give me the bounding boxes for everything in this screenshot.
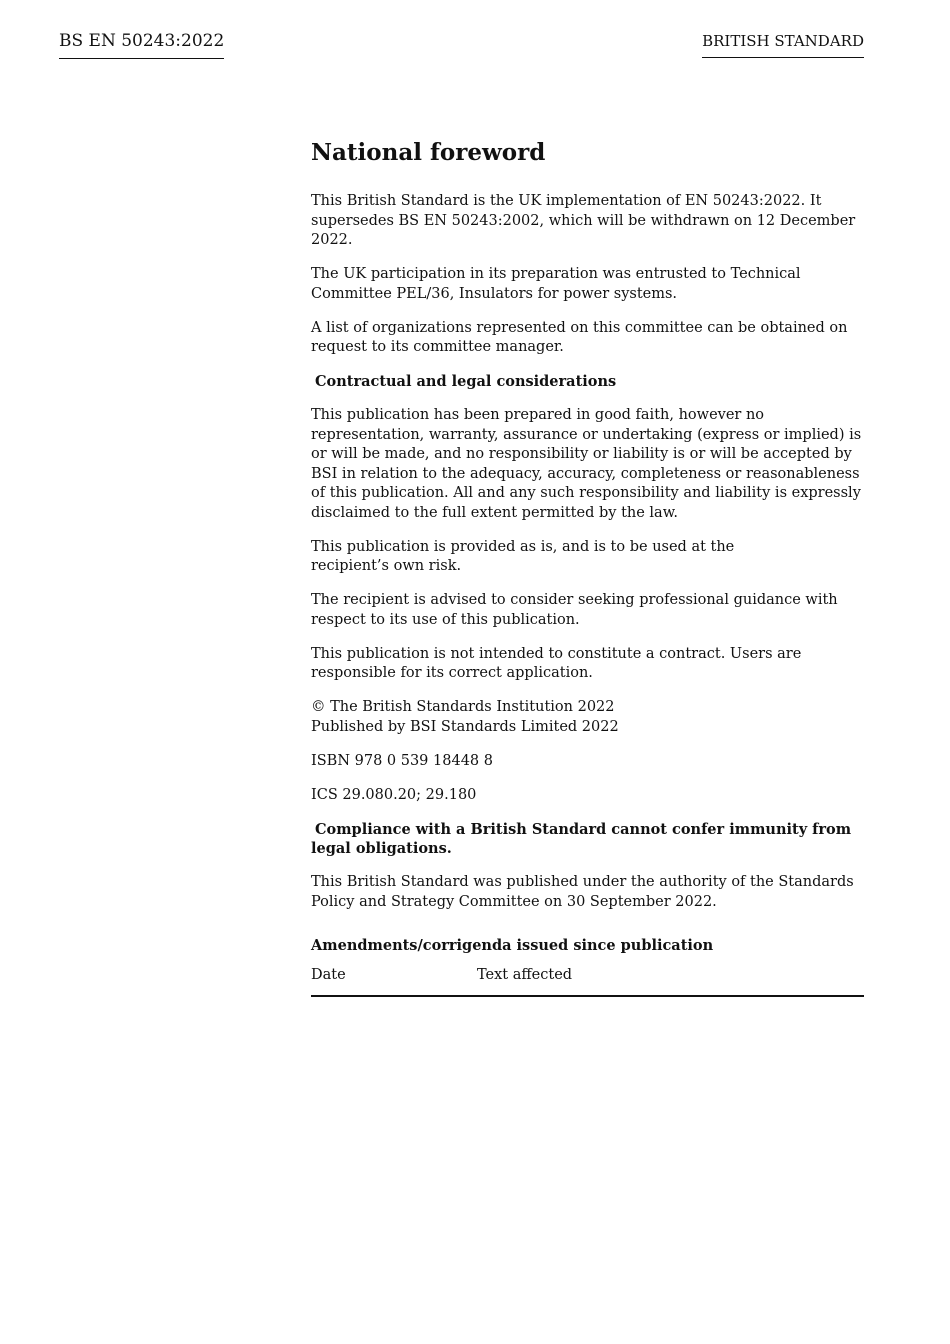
compliance-heading: Compliance with a British Standard cannot confer immunity from legal obligations. [311, 820, 852, 857]
publisher-line: Published by BSI Standards Limited 2022 [311, 718, 619, 735]
date-column-header: Date [311, 966, 346, 983]
intro-paragraph: This British Standard is the UK implementation of EN 50243:2022. It supersedes BS EN 50243:2002, which will be withdrawn on 12 December 2022. [311, 193, 856, 248]
organizations-paragraph: A list of organizations represented on this committee can be obtained on request to its committee manager. [311, 319, 848, 355]
contractual-heading: Contractual and legal considerations [315, 373, 617, 390]
main-content [311, 138, 864, 997]
risk-paragraph: This publication is provided as is, and is to be used at the recipient’s own risk. [311, 538, 735, 574]
copyright-block [311, 698, 864, 737]
document-id: BS EN 50243:2022 [59, 30, 224, 59]
page-title: National foreword [311, 139, 546, 166]
document-type: BRITISH STANDARD [702, 31, 864, 58]
committee-paragraph: The UK participation in its preparation was entrusted to Technical Committee PEL/36, Insulators for power systems. [311, 266, 801, 302]
copyright-line: © The British Standards Institution 2022 [311, 699, 615, 715]
guidance-paragraph: The recipient is advised to consider seeking professional guidance with respect to its use of this publication. [311, 592, 838, 628]
isbn: ISBN 978 0 539 18448 8 [311, 752, 493, 769]
disclaimer-paragraph: This publication has been prepared in good faith, however no representation, warranty, assurance or undertaking (express or implied) is or will be made, and no responsibility or liability is or will be accepted by BSI in relation to the adequacy, accuracy, completeness or reasonableness of this publication. All and any such responsibility and liability is expressly disclaimed to the full extent permitted by the law. [311, 407, 862, 521]
amendments-title: Amendments/corrigenda issued since publication [311, 937, 714, 954]
publication-statement: This British Standard was published under the authority of the Standards Policy and Strategy Committee on 30 September 2022. [311, 874, 854, 910]
amendments-table [311, 966, 864, 998]
ics: ICS 29.080.20; 29.180 [311, 786, 477, 803]
contract-paragraph: This publication is not intended to constitute a contract. Users are responsible for its correct application. [311, 645, 802, 681]
text-affected-column-header: Text affected [477, 966, 573, 983]
